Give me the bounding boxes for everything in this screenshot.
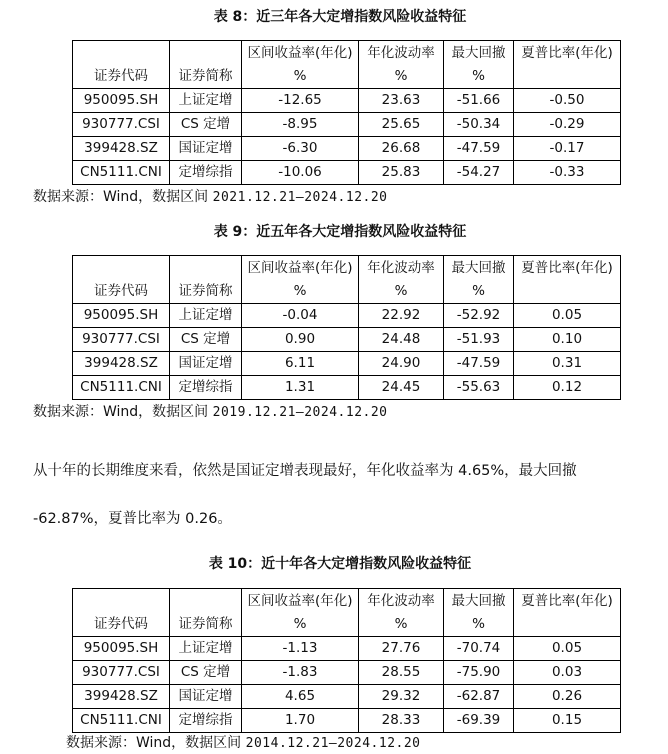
table-cell: 24.90	[359, 352, 444, 376]
table-cell: -0.17	[514, 137, 621, 161]
table-cell: 0.10	[514, 328, 621, 352]
table-10-source	[66, 733, 421, 754]
header-line-2: 证券简称	[178, 616, 233, 632]
column-header	[359, 41, 444, 89]
header-line-2: %	[472, 616, 485, 632]
header-line-1: 年化波动率	[367, 45, 435, 61]
table-9	[72, 255, 621, 400]
header-line-2: %	[472, 68, 485, 84]
table-cell: CN5111.CNI	[73, 161, 170, 185]
table-cell: 930777.CSI	[73, 113, 170, 137]
header-row	[73, 256, 621, 304]
table-cell: 上证定增	[170, 304, 242, 328]
table-cell: CS 定增	[170, 113, 242, 137]
header-line-1: 年化波动率	[367, 260, 435, 276]
header-line-2: 证券简称	[178, 68, 233, 84]
header-line-2: 证券简称	[178, 283, 233, 299]
table-cell: CS 定增	[170, 328, 242, 352]
table-cell: -47.59	[444, 352, 514, 376]
table-cell: -51.93	[444, 328, 514, 352]
column-header	[242, 256, 359, 304]
table-cell: -69.39	[444, 709, 514, 733]
table-row	[73, 113, 621, 137]
table-cell: CN5111.CNI	[73, 709, 170, 733]
table-cell: 国证定增	[170, 352, 242, 376]
header-line-1: 区间收益率(年化)	[247, 45, 353, 61]
table-cell: 399428.SZ	[73, 352, 170, 376]
paragraph-line-2: -62.87%，夏普比率为 0.26。	[33, 511, 232, 527]
table-cell: 6.11	[242, 352, 359, 376]
table-cell: -0.04	[242, 304, 359, 328]
table-cell: -50.34	[444, 113, 514, 137]
table-8-caption: 表 8：近三年各大定增指数风险收益特征	[213, 9, 467, 25]
table-cell: 上证定增	[170, 89, 242, 113]
header-line-2: 证券代码	[94, 283, 148, 299]
table-cell: -51.66	[444, 89, 514, 113]
table-cell: 0.03	[514, 661, 621, 685]
header-line-1: 最大回撤	[451, 260, 506, 276]
table-row	[73, 328, 621, 352]
table-cell: 1.70	[242, 709, 359, 733]
table-cell: -55.63	[444, 376, 514, 400]
table-cell: CS 定增	[170, 661, 242, 685]
column-header	[242, 41, 359, 89]
table-cell: -8.95	[242, 113, 359, 137]
column-header	[242, 589, 359, 637]
table-cell: -0.29	[514, 113, 621, 137]
header-line-2: %	[293, 283, 307, 299]
table-row	[73, 637, 621, 661]
table-cell: -10.06	[242, 161, 359, 185]
column-header	[444, 589, 514, 637]
table-cell: 950095.SH	[73, 637, 170, 661]
header-line-1: 夏普比率(年化)	[521, 45, 613, 61]
header-line-1: 区间收益率(年化)	[247, 593, 353, 609]
table-row	[73, 709, 621, 733]
table-cell: CN5111.CNI	[73, 376, 170, 400]
table-cell: 28.33	[359, 709, 444, 733]
table-cell: 930777.CSI	[73, 328, 170, 352]
table-cell: -6.30	[242, 137, 359, 161]
table-cell: -54.27	[444, 161, 514, 185]
table-cell: 950095.SH	[73, 89, 170, 113]
table-cell: 25.83	[359, 161, 444, 185]
table-cell: 国证定增	[170, 137, 242, 161]
table-cell: 25.65	[359, 113, 444, 137]
table-cell: 定增综指	[170, 161, 242, 185]
source-range: 2014.12.21—2024.12.20	[245, 736, 421, 751]
column-header	[514, 589, 621, 637]
table-row	[73, 304, 621, 328]
table-row	[73, 376, 621, 400]
table-cell: 0.12	[514, 376, 621, 400]
source-range: 2019.12.21—2024.12.20	[212, 405, 388, 420]
header-line-2: 证券代码	[94, 68, 148, 84]
table-row	[73, 89, 621, 113]
table-cell: 0.90	[242, 328, 359, 352]
column-header	[170, 589, 242, 637]
table-cell: 29.32	[359, 685, 444, 709]
table-cell: -47.59	[444, 137, 514, 161]
column-header	[444, 256, 514, 304]
table-cell: -1.83	[242, 661, 359, 685]
table-cell: -1.13	[242, 637, 359, 661]
table-9-source	[33, 402, 388, 423]
table-row	[73, 685, 621, 709]
table-cell: 27.76	[359, 637, 444, 661]
column-header	[73, 41, 170, 89]
source-label: 数据来源：Wind，数据区间	[33, 404, 209, 420]
table-row	[73, 161, 621, 185]
header-line-2: %	[394, 283, 408, 299]
table-9-caption: 表 9：近五年各大定增指数风险收益特征	[213, 224, 467, 240]
table-cell: 23.63	[359, 89, 444, 113]
header-line-1: 夏普比率(年化)	[521, 260, 613, 276]
header-line-2: %	[394, 616, 408, 632]
header-line-1: 最大回撤	[451, 45, 506, 61]
column-header	[73, 589, 170, 637]
table-cell: 1.31	[242, 376, 359, 400]
column-header	[359, 589, 444, 637]
table-cell: 22.92	[359, 304, 444, 328]
table-cell: -12.65	[242, 89, 359, 113]
column-header	[444, 41, 514, 89]
table-cell: 399428.SZ	[73, 685, 170, 709]
table-8-source	[33, 187, 388, 208]
source-label: 数据来源：Wind，数据区间	[33, 189, 209, 205]
table-row	[73, 661, 621, 685]
table-cell: 399428.SZ	[73, 137, 170, 161]
table-cell: 28.55	[359, 661, 444, 685]
table-cell: -52.92	[444, 304, 514, 328]
header-line-1: 最大回撤	[451, 593, 506, 609]
header-line-2: %	[472, 283, 485, 299]
header-row	[73, 589, 621, 637]
table-cell: 上证定增	[170, 637, 242, 661]
table-cell: 定增综指	[170, 376, 242, 400]
source-range: 2021.12.21—2024.12.20	[212, 190, 388, 205]
column-header	[73, 256, 170, 304]
table-8	[72, 40, 621, 185]
paragraph-line-1: 从十年的长期维度来看，依然是国证定增表现最好，年化收益率为 4.65%，最大回撤	[33, 463, 577, 479]
table-10-caption: 表 10：近十年各大定增指数风险收益特征	[208, 556, 472, 572]
table-cell: 0.05	[514, 637, 621, 661]
header-line-2: %	[293, 68, 307, 84]
header-line-2: %	[394, 68, 408, 84]
header-line-1: 夏普比率(年化)	[521, 593, 613, 609]
table-cell: 24.48	[359, 328, 444, 352]
table-cell: 0.31	[514, 352, 621, 376]
table-cell: 26.68	[359, 137, 444, 161]
column-header	[170, 41, 242, 89]
table-cell: -62.87	[444, 685, 514, 709]
table-cell: 国证定增	[170, 685, 242, 709]
table-cell: 0.15	[514, 709, 621, 733]
table-cell: 950095.SH	[73, 304, 170, 328]
source-label: 数据来源：Wind，数据区间	[66, 735, 242, 751]
table-cell: -70.74	[444, 637, 514, 661]
table-cell: 930777.CSI	[73, 661, 170, 685]
table-cell: 定增综指	[170, 709, 242, 733]
table-cell: 24.45	[359, 376, 444, 400]
column-header	[514, 256, 621, 304]
column-header	[359, 256, 444, 304]
table-cell: -0.50	[514, 89, 621, 113]
table-row	[73, 137, 621, 161]
table-cell: -0.33	[514, 161, 621, 185]
table-cell: 0.05	[514, 304, 621, 328]
table-10	[72, 588, 621, 733]
header-line-1: 年化波动率	[367, 593, 435, 609]
column-header	[170, 256, 242, 304]
header-line-2: %	[293, 616, 307, 632]
table-row	[73, 352, 621, 376]
table-cell: 0.26	[514, 685, 621, 709]
header-row	[73, 41, 621, 89]
table-cell: -75.90	[444, 661, 514, 685]
column-header	[514, 41, 621, 89]
table-cell: 4.65	[242, 685, 359, 709]
header-line-1: 区间收益率(年化)	[247, 260, 353, 276]
header-line-2: 证券代码	[94, 616, 148, 632]
